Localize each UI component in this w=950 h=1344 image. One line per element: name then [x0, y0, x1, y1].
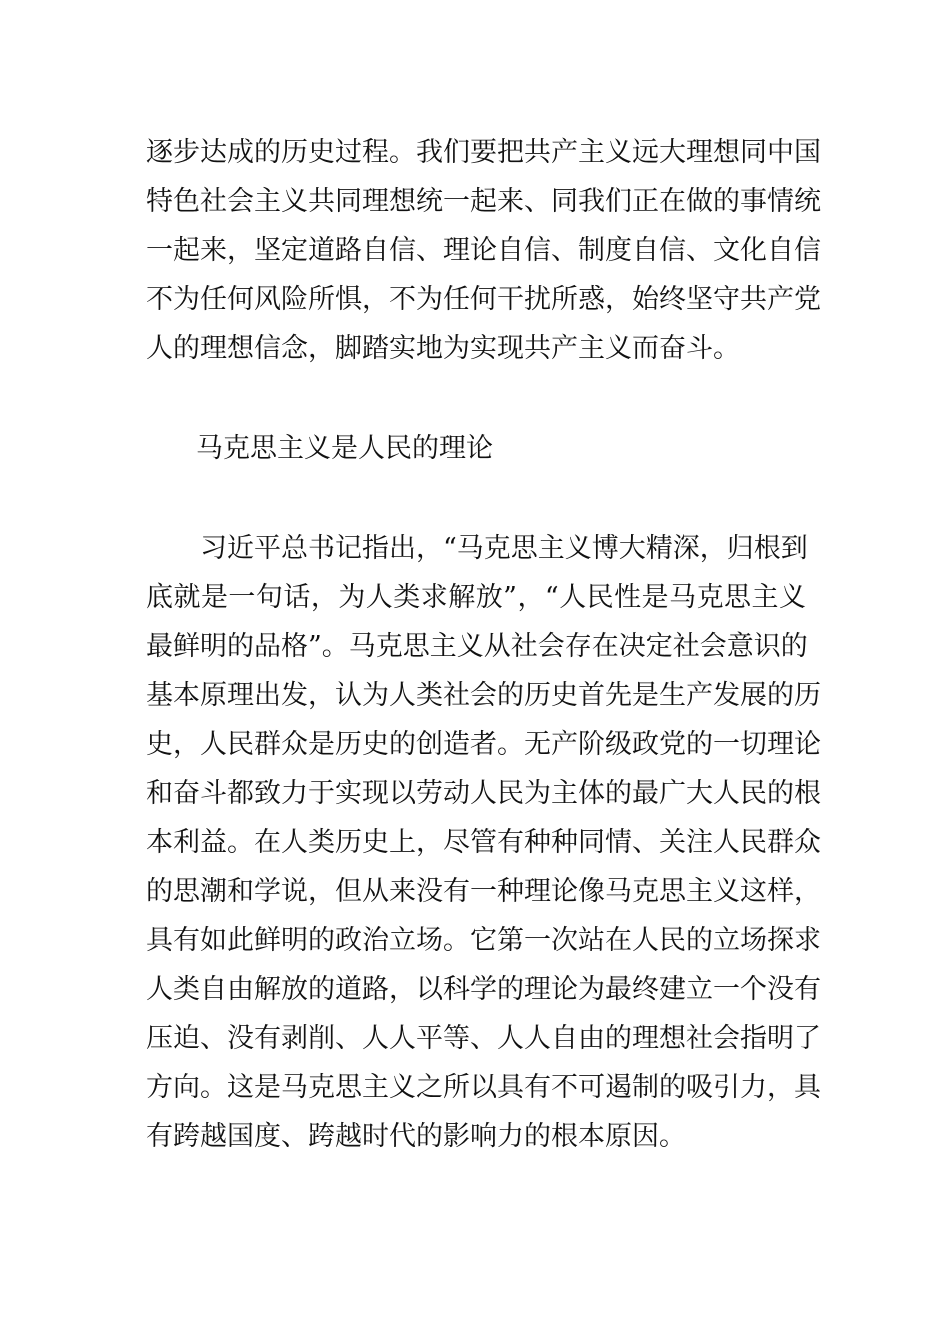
paragraph-line: 一起来，坚定道路自信、理论自信、制度自信、文化自信 [146, 235, 821, 266]
paragraph-line: 人类自由解放的道路，以科学的理论为最终建立一个没有 [146, 974, 821, 1005]
paragraph-line: 人的理想信念，脚踏实地为实现共产主义而奋斗。 [146, 333, 740, 364]
paragraph-line: 习近平总书记指出，“马克思主义博大精深，归根到 [200, 533, 808, 564]
paragraph-line: 特色社会主义共同理想统一起来、同我们正在做的事情统 [146, 186, 821, 217]
paragraph-line: 有跨越国度、跨越时代的影响力的根本原因。 [146, 1121, 686, 1152]
paragraph-line: 本利益。在人类历史上，尽管有种种同情、关注人民群众 [146, 827, 821, 858]
paragraph-line: 史，人民群众是历史的创造者。无产阶级政党的一切理论 [146, 729, 821, 760]
paragraph-line: 具有如此鲜明的政治立场。它第一次站在人民的立场探求 [146, 925, 821, 956]
paragraph-line: 逐步达成的历史过程。我们要把共产主义远大理想同中国 [146, 137, 821, 168]
paragraph-line: 的思潮和学说，但从来没有一种理论像马克思主义这样， [146, 876, 821, 907]
paragraph-line: 方向。这是马克思主义之所以具有不可遏制的吸引力，具 [146, 1072, 821, 1103]
paragraph-line: 压迫、没有剥削、人人平等、人人自由的理想社会指明了 [146, 1023, 821, 1054]
paragraph-line: 不为任何风险所惧，不为任何干扰所惑，始终坚守共产党 [146, 284, 821, 315]
paragraph-line: 和奋斗都致力于实现以劳动人民为主体的最广大人民的根 [146, 778, 821, 809]
paragraph-line: 基本原理出发，认为人类社会的历史首先是生产发展的历 [146, 680, 821, 711]
section-heading: 马克思主义是人民的理论 [196, 433, 493, 464]
paragraph-line: 底就是一句话，为人类求解放”，“人民性是马克思主义 [146, 582, 806, 613]
paragraph-line: 最鲜明的品格”。马克思主义从社会存在决定社会意识的 [146, 631, 808, 662]
